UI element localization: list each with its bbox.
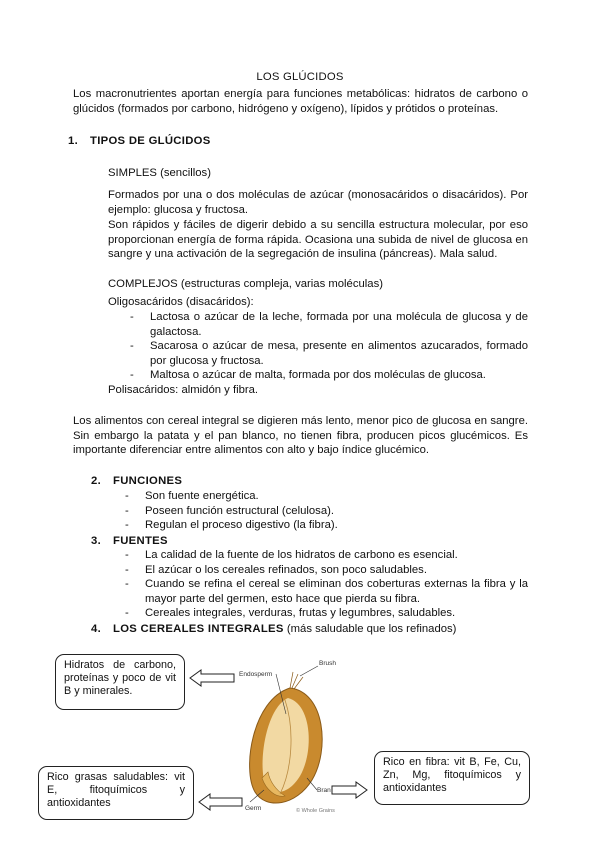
page-title: LOS GLÚCIDOS	[256, 71, 344, 83]
section-4-number: 4.	[91, 623, 102, 635]
list-item: - Cereales integrales, verduras, frutas y legumbres, saludables.	[125, 606, 528, 621]
section-1-heading	[68, 135, 211, 147]
sources-list	[125, 548, 528, 621]
label-endosperm: Endosperm	[239, 671, 273, 678]
section-3-number: 3.	[91, 535, 102, 547]
endosperm-arrow-icon	[190, 670, 234, 686]
bran-info-box: Rico en fibra: vit B, Fe, Cu, Zn, Mg, fitoquímicos y antioxidantes	[374, 751, 530, 805]
bran-arrow-icon	[332, 782, 367, 798]
poly-label: Polisacáridos: almidón y fibra.	[108, 384, 259, 396]
section-4-title: LOS CEREALES INTEGRALES	[113, 623, 284, 635]
section-2-heading	[91, 475, 182, 487]
brush-leader-line	[300, 666, 318, 676]
simple-paragraph-1: Formados por una o dos moléculas de azúcar (monosacáridos o disacáridos). Por ejemplo: glucosa y fructosa.	[108, 189, 528, 216]
functions-list	[125, 489, 525, 533]
list-item: - Sacarosa o azúcar de mesa, presente en alimentos azucarados, formado por glucosa y fructosa.	[130, 339, 528, 368]
label-credit: © Whole Grains	[296, 808, 335, 814]
endosperm-info-box: Hidratos de carbono, proteínas y poco de vit B y minerales.	[55, 654, 185, 710]
section-3-heading	[91, 535, 168, 547]
section-2-number: 2.	[91, 475, 102, 487]
label-brush: Brush	[319, 660, 336, 667]
germ-arrow-icon	[199, 794, 242, 810]
section-4-subtitle: (más saludable que los refinados)	[286, 623, 457, 635]
integral-paragraph: Los alimentos con cereal integral se digieren más lento, menor pico de glucosa en sangre. Sin embargo la patata y el pan blanco, no tienen fibra, producen picos glucémicos. Es importante diferenciar entre alimentos con alto y bajo índice glucémico.	[73, 415, 528, 457]
simple-heading: SIMPLES (sencillos)	[108, 167, 211, 179]
brush-hairs-icon	[290, 672, 303, 689]
oligo-list	[130, 310, 528, 383]
list-item: - Son fuente energética.	[125, 489, 525, 504]
oligo-label: Oligosacáridos (disacáridos):	[108, 296, 254, 308]
list-item: - Lactosa o azúcar de la leche, formada por una molécula de glucosa y de galactosa.	[130, 310, 528, 339]
section-1-number: 1.	[68, 135, 79, 147]
germ-info-box: Rico grasas saludables: vit E, fitoquímicos y antioxidantes	[38, 766, 194, 820]
complex-heading: COMPLEJOS (estructuras compleja, varias moléculas)	[108, 278, 383, 290]
list-item: - La calidad de la fuente de los hidratos de carbono es esencial.	[125, 548, 528, 563]
section-3-title: FUENTES	[113, 535, 168, 547]
section-1-title: TIPOS DE GLÚCIDOS	[90, 135, 211, 147]
list-item: - Maltosa o azúcar de malta, formada por dos moléculas de glucosa.	[130, 368, 528, 383]
intro-paragraph: Los macronutrientes aportan energía para funciones metabólicas: hidratos de carbono o glúcidos (formados por carbono, hidrógeno y oxígeno), lípidos y prótidos o proteínas.	[73, 88, 528, 115]
grain-kernel-diagram	[0, 640, 600, 840]
list-item: - Poseen función estructural (celulosa).	[125, 504, 525, 519]
simple-paragraph-2: Son rápidos y fáciles de digerir debido a su sencilla estructura molecular, por eso proporcionan energía de forma rápida. Ocasiona una subida de nivel de glucosa en sangre y una activación de la segregación de insulina (páncreas). Mala salud.	[108, 219, 528, 261]
label-germ: Germ	[245, 805, 262, 812]
label-bran: Bran	[317, 787, 331, 794]
list-item: - Cuando se refina el cereal se eliminan dos coberturas externas la fibra y la mayor parte del germen, esto hace que pierda su fibra.	[125, 577, 528, 606]
list-item: - El azúcar o los cereales refinados, son poco saludables.	[125, 563, 528, 578]
section-2-title: FUNCIONES	[113, 475, 183, 487]
list-item: - Regulan el proceso digestivo (la fibra).	[125, 518, 525, 533]
section-4-heading	[91, 623, 456, 635]
